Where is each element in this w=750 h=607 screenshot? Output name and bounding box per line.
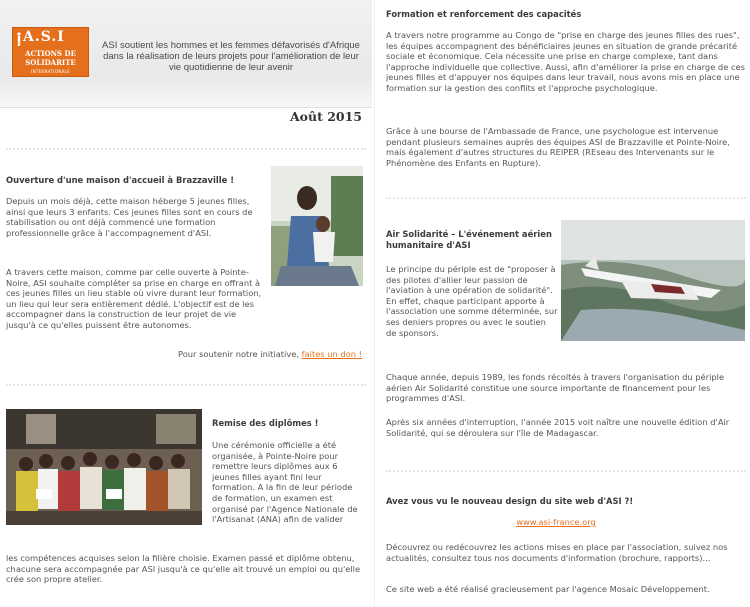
- donate-link[interactable]: faites un don !: [301, 349, 362, 359]
- graduation-group-photo: [6, 409, 202, 525]
- logo-line-1: ACTIONS DE: [25, 49, 76, 58]
- support-text: Pour soutenir notre initiative,: [178, 349, 299, 359]
- asi-logo[interactable]: [12, 27, 89, 77]
- site-paragraph-2: Ce site web a été réalisé gracieusement par l'agence Mosaic Développement.: [386, 584, 710, 594]
- left-column: [0, 0, 372, 607]
- formation-paragraph-1: A travers notre programme au Congo de "prise en charge des jeunes filles des rues", les équipes accompagnent des bénéficiaires jeunes en situation de grande précarité sociale et économique. Cela nécessite une prise en charge complexe, tant dans l'approche individuelle que collective. Aussi, afin d'améliorer la prise en charge de ces jeunes filles et d'appuyer nos équipes dans leur travail, nous avons mis en place une formation sur la gestion des conflits et l'approche psychologique.: [386, 30, 745, 93]
- logo-line-2: SOLIDARITE: [25, 58, 76, 67]
- formation-body-1: [386, 30, 746, 94]
- air-title: Air Solidarité – L'événement aérien humanitaire d'ASI: [386, 229, 552, 250]
- site-link-block: [386, 517, 726, 528]
- formation-body-2: [386, 126, 746, 168]
- air-paragraph-3: Après six années d'interruption, l'année 2015 voit naître une nouvelle édition d'Air Solidarité, qui se déroulera sur l'île de Madagascar.: [386, 417, 730, 438]
- maison-paragraph-2: A travers cette maison, comme par celle ouverte à Pointe-Noire, ASI souhaite compléter sa prise en charge en offrant à ces jeunes filles un lieu stable où vivre durant leur formation, un lieu qui leur sera entièrement dédié. L'objectif est de les accompagner dans la construction de leur projet de vie jusqu'à ce qu'elles puissent être autonomes.: [6, 267, 262, 330]
- site-body-1: [386, 542, 746, 563]
- divider: [386, 470, 746, 472]
- air-body-3: [386, 417, 746, 438]
- maison-title: Ouverture d'une maison d'accueil à Brazzaville !: [6, 175, 235, 185]
- column-separator: [374, 0, 375, 607]
- logo-asi-text: A.S.I: [23, 29, 65, 45]
- diplomes-photo: [6, 409, 202, 525]
- air-photo: [561, 220, 745, 341]
- air-paragraph-1: Le principe du périple est de "proposer à des pilotes d'allier leur passion de l'aviation à une opération de solidarité". En effet, chaque participant apporte à l'association une somme déterminée, sur ses deniers propres ou avec le soutien de sponsors.: [386, 264, 558, 338]
- formation-title: Formation et renforcement des capacités: [386, 9, 582, 19]
- diplomes-paragraph-1: Une cérémonie officielle a été organisée, à Pointe-Noire pour remettre leurs diplômes aux 6 jeunes filles ayant fini leur formation. A la fin de leur période de formation, un examen est organisé par l'Agence Nationale de l'Artisanat (ANA) afin de valider: [212, 440, 358, 525]
- issue-date: Août 2015: [289, 109, 362, 124]
- site-body-2: [386, 584, 748, 595]
- newsletter-header: [0, 0, 372, 108]
- person-figure-icon: [16, 32, 22, 46]
- air-body-1: [386, 264, 558, 338]
- maison-photo: [271, 166, 363, 286]
- asi-website-link[interactable]: www.asi-france.org: [516, 517, 596, 527]
- diplomes-paragraph-2: les compétences acquises selon la filière choisie. Examen passé et diplôme obtenu, chacune sera accompagnée par ASI jusqu'à ce qu'elle ait trouvé un emploi ou qu'elle crée son propre atelier.: [6, 553, 361, 585]
- formation-title-block: [386, 9, 746, 20]
- divider: [386, 197, 746, 199]
- maison-paragraph-1: Depuis un mois déjà, cette maison héberge 5 jeunes filles, ainsi que leurs 3 enfants. Ces jeunes filles sont en cours de stabilisation ou ont déjà commencé une formation professionnelle grâce à l'accompagnement d'ASI.: [6, 196, 253, 238]
- site-paragraph-1: Découvrez ou redécouvrez les actions mises en place par l'association, suivez nos actualités, consultez tous nos documents d'information (brochure, rapports)...: [386, 542, 728, 563]
- divider: [6, 384, 366, 386]
- plane-over-river-photo: [561, 220, 745, 341]
- woman-with-child-photo: [271, 166, 363, 286]
- air-paragraph-2: Chaque année, depuis 1989, les fonds récoltés à travers l'organisation du périple aérien Air Solidarité constitue une source importante de financement pour les programmes d'ASI.: [386, 372, 725, 404]
- maison-body-2: [6, 267, 266, 331]
- site-title-block: [386, 496, 746, 507]
- right-column: [377, 0, 750, 607]
- formation-paragraph-2: Grâce à une bourse de l'Ambassade de France, une psychologue est intervenue pendant plusieurs semaines auprès des équipes ASI de Brazzaville et Pointe-Noire, mais également d'autres structures du REIPER (REseau des Intervenants sur le Phénomène des Enfants en Rupture).: [386, 126, 730, 168]
- divider: [6, 148, 366, 150]
- maison-body-1: [6, 196, 268, 238]
- support-line: [6, 349, 362, 360]
- air-title-block: [386, 229, 556, 251]
- diplomes-title-block: [212, 418, 367, 429]
- diplomes-body-2: [6, 553, 366, 585]
- logo-line-3: INTERNATIONALE: [31, 69, 70, 74]
- air-body-2: [386, 372, 746, 404]
- site-title: Avez vous vu le nouveau design du site web d'ASI ?!: [386, 496, 634, 506]
- diplomes-body-1: [212, 440, 364, 525]
- diplomes-title: Remise des diplômes !: [212, 418, 319, 428]
- maison-section: [6, 175, 268, 186]
- header-tagline: ASI soutient les hommes et les femmes défavorisés d'Afrique dans la réalisation de leurs projets pour l'amélioration de leur vie quotidienne de leur avenir: [102, 40, 360, 73]
